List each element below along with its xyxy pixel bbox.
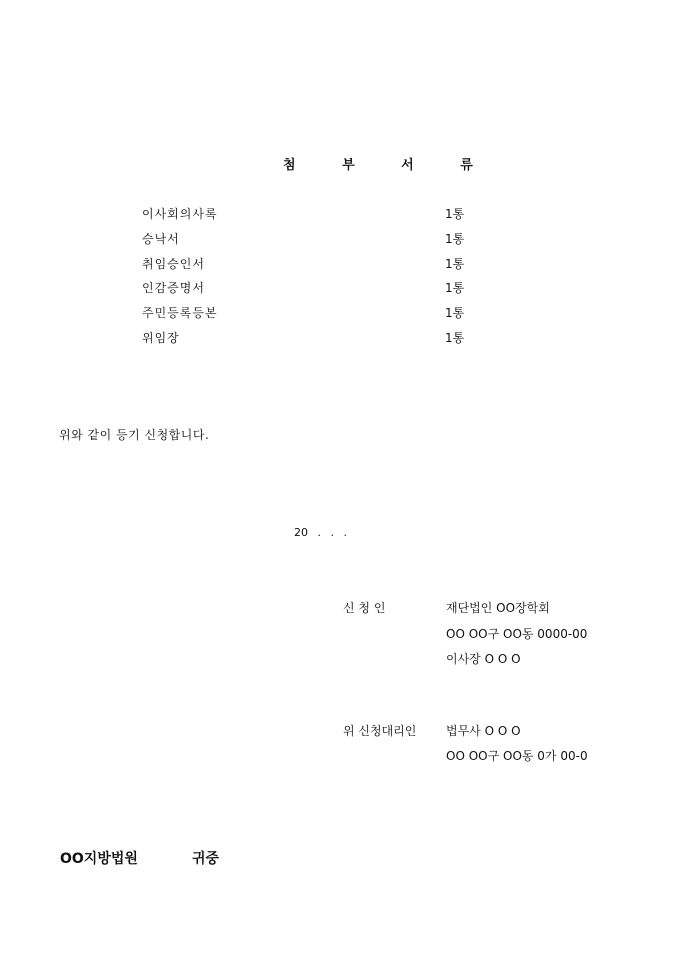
applicant-label: 신 청 인 [343,601,386,615]
date-line: 20 . . . [294,526,347,539]
attachment-name: 취임승인서 [142,257,205,271]
attachment-count: 1통 [445,331,465,345]
agent-address: OO OO구 OO동 0가 00-0 [446,749,588,763]
attachment-count: 1통 [445,306,465,320]
applicant-representative: 이사장 O O O [446,652,521,666]
applicant-name: 재단법인 OO장학회 [446,601,550,615]
applicant-address: OO OO구 OO동 0000-00 [446,627,588,641]
agent-label: 위 신청대리인 [343,724,417,738]
attachment-count: 1통 [445,232,465,246]
document-title: 첨 부 서 류 [283,158,494,173]
agent-name: 법무사 O O O [446,724,521,738]
attachment-name: 주민등록등본 [142,306,218,320]
attachment-name: 위임장 [142,331,180,345]
regard-text: 귀중 [192,851,220,867]
attachment-count: 1통 [445,207,465,221]
court-name: OO지방법원 [60,851,138,867]
attachment-name: 이사회의사록 [142,207,218,221]
attachment-count: 1통 [445,281,465,295]
attachment-name: 인감증명서 [142,281,205,295]
attachment-count: 1통 [445,257,465,271]
application-statement: 위와 같이 등기 신청합니다. [59,428,210,442]
attachment-name: 승낙서 [142,232,180,246]
